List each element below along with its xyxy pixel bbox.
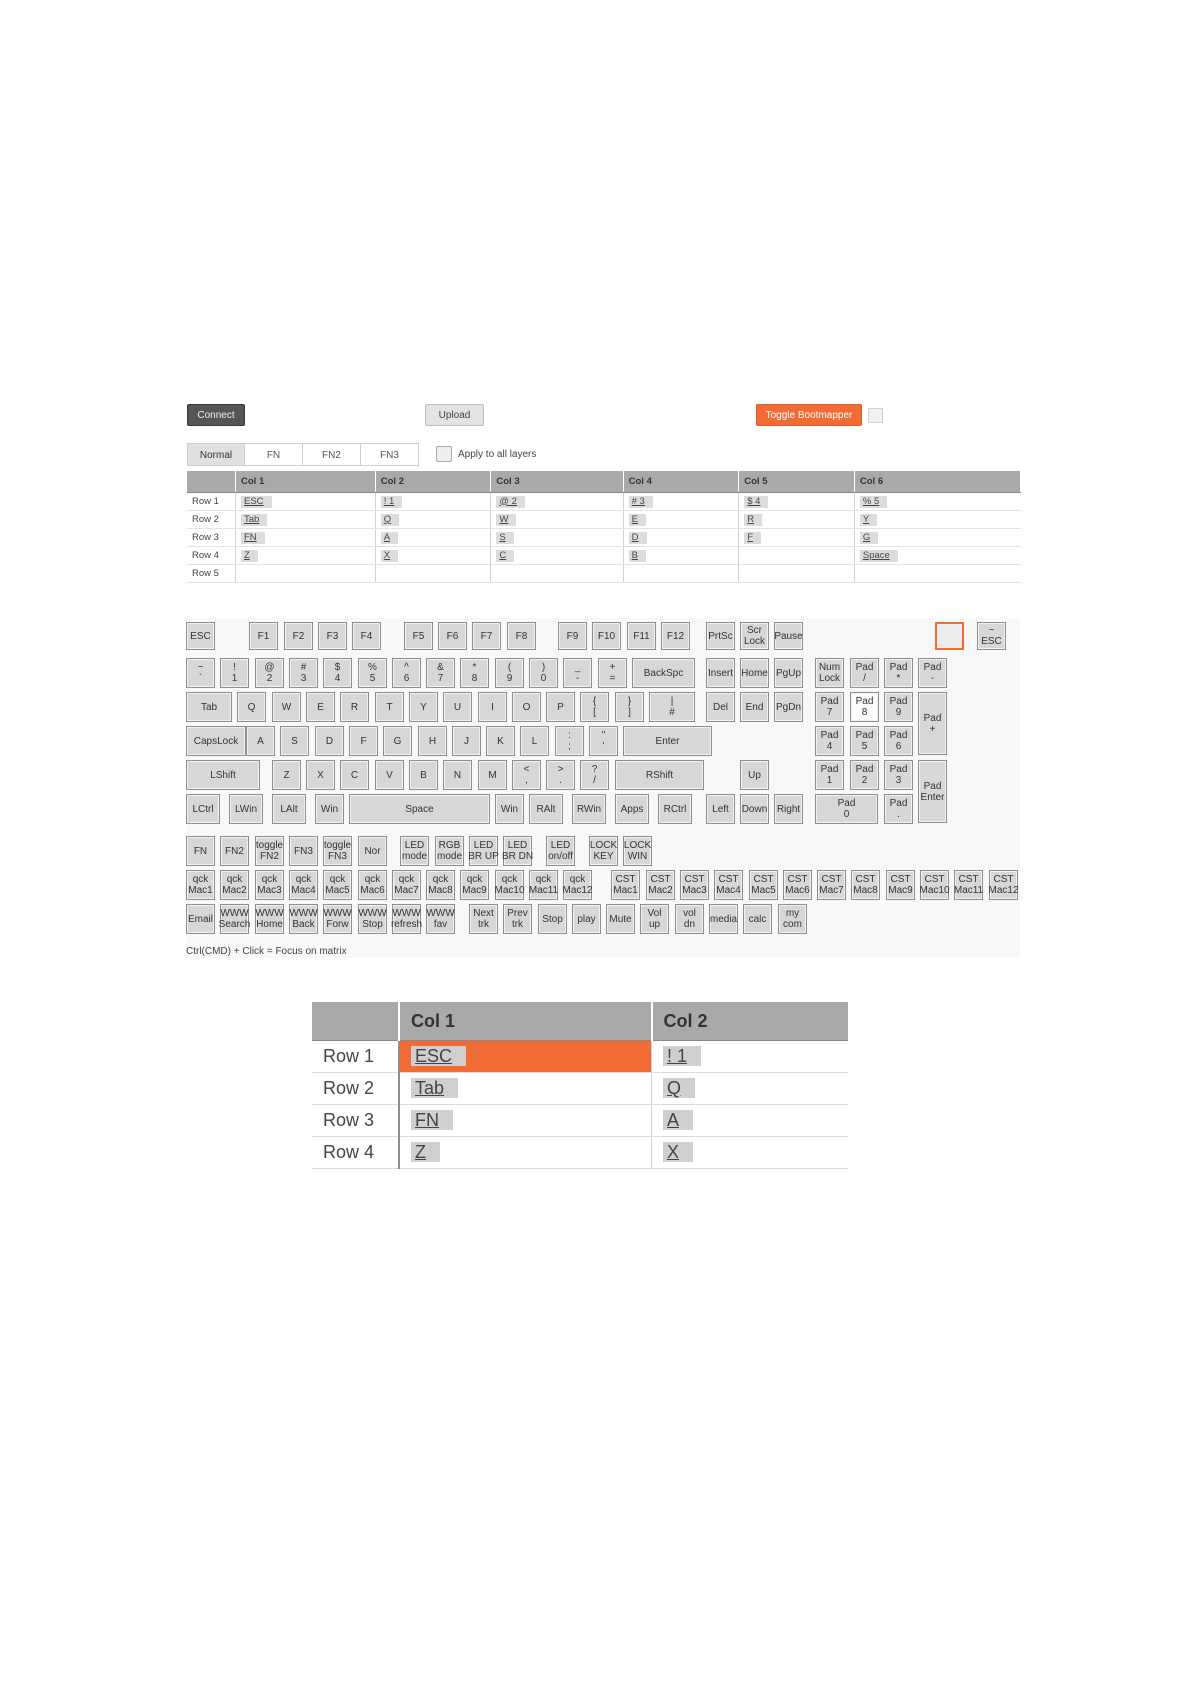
keyboard-key[interactable]: F8: [507, 622, 536, 650]
upload-button[interactable]: Upload: [425, 404, 484, 426]
keyboard-key[interactable]: F4: [352, 622, 381, 650]
keyboard-key[interactable]: WWW Forw: [323, 904, 352, 934]
bootmapper-checkbox[interactable]: [868, 408, 883, 423]
matrix-cell[interactable]: [491, 547, 623, 565]
keyboard-key[interactable]: qck Mac2: [220, 870, 249, 900]
zoom-cell[interactable]: [652, 1137, 849, 1169]
matrix-row-label: Row 3: [187, 529, 236, 547]
keyboard-key[interactable]: RAlt: [529, 794, 563, 824]
keyboard-key[interactable]: ~ `: [186, 658, 215, 688]
keyboard-key[interactable]: Pause: [774, 622, 803, 650]
zoom-cell-key: Z: [411, 1142, 440, 1162]
keyboard-key[interactable]: * 8: [460, 658, 489, 688]
keyboard-key[interactable]: my com: [778, 904, 807, 934]
keyboard-key[interactable]: CST Mac10: [920, 870, 949, 900]
keyboard-key[interactable]: RShift: [615, 760, 704, 790]
matrix-cell-key: FN: [241, 532, 265, 544]
keyboard-key[interactable]: F12: [661, 622, 690, 650]
keyboard-key[interactable]: U: [443, 692, 472, 722]
keyboard-key[interactable]: F11: [627, 622, 656, 650]
matrix-col-header: Col 5: [739, 471, 855, 493]
keyboard-key[interactable]: FN: [186, 836, 215, 866]
keyboard-key[interactable]: End: [740, 692, 769, 722]
keyboard-key[interactable]: WWW Home: [255, 904, 284, 934]
keyboard-key[interactable]: C: [340, 760, 369, 790]
zoom-cell[interactable]: [652, 1041, 849, 1073]
keyboard-key[interactable]: ( 9: [495, 658, 524, 688]
matrix-cell-key: B: [629, 550, 646, 562]
zoom-cell-key: Q: [663, 1078, 695, 1098]
keyboard-key[interactable]: Pad 7: [815, 692, 844, 722]
matrix-row: [187, 529, 1021, 547]
keyboard-key[interactable]: CST Mac3: [680, 870, 709, 900]
zoom-row: [312, 1105, 848, 1137]
zoom-cell[interactable]: [652, 1073, 849, 1105]
matrix-cell[interactable]: [623, 565, 739, 583]
matrix-cell-key: @ 2: [496, 496, 525, 508]
matrix-row-label: Row 1: [187, 493, 236, 511]
keyboard-key[interactable]: ) 0: [529, 658, 558, 688]
keyboard-key[interactable]: Pad .: [884, 794, 913, 824]
keyboard-key[interactable]: Home: [740, 658, 769, 688]
apply-all-layers-checkbox[interactable]: [436, 446, 452, 462]
keyboard-key[interactable]: Scr Lock: [740, 622, 769, 650]
keyboard-key[interactable]: Pad 6: [884, 726, 913, 756]
keyboard-key[interactable]: RGB mode: [435, 836, 464, 866]
keyboard-key[interactable]: Z: [272, 760, 301, 790]
keyboard-key[interactable]: B: [409, 760, 438, 790]
matrix-cell[interactable]: [623, 529, 739, 547]
matrix-row-label: Row 2: [187, 511, 236, 529]
keyboard-key[interactable]: F1: [249, 622, 278, 650]
keyboard-key[interactable]: LOCK KEY: [589, 836, 618, 866]
keyboard-key[interactable]: qck Mac8: [426, 870, 455, 900]
keyboard-key[interactable]: Space: [349, 794, 490, 824]
keyboard-key[interactable]: F: [349, 726, 378, 756]
matrix-cell[interactable]: [236, 565, 376, 583]
keyboard-key[interactable]: LED BR DN: [503, 836, 532, 866]
zoom-row-label: Row 3: [312, 1105, 399, 1137]
keyboard-key[interactable]: ! 1: [220, 658, 249, 688]
matrix-cell[interactable]: [491, 493, 623, 511]
keyboard-key[interactable]: Pad 9: [884, 692, 913, 722]
keyboard-key[interactable]: Insert: [706, 658, 735, 688]
keyboard-key[interactable]: > .: [546, 760, 575, 790]
keyboard-key[interactable]: qck Mac12: [563, 870, 592, 900]
keyboard-key[interactable]: WWW Stop: [358, 904, 387, 934]
matrix-cell[interactable]: [375, 529, 491, 547]
keyboard-key[interactable]: Num Lock: [815, 658, 844, 688]
key-matrix: [187, 471, 1021, 583]
matrix-cell-key: E: [629, 514, 646, 526]
keyboard-key[interactable]: play: [572, 904, 601, 934]
zoom-cell[interactable]: [399, 1041, 652, 1073]
zoom-cell-key: A: [663, 1110, 693, 1130]
keyboard-key[interactable]: FN3: [289, 836, 318, 866]
zoom-row-label: Row 2: [312, 1073, 399, 1105]
keyboard-key[interactable]: qck Mac1: [186, 870, 215, 900]
matrix-col-header: Col 1: [236, 471, 376, 493]
zoom-row-label: Row 1: [312, 1041, 399, 1073]
keyboard-hint: Ctrl(CMD) + Click = Focus on matrix: [186, 946, 347, 957]
matrix-cell[interactable]: [854, 529, 1020, 547]
matrix-cell-key: Q: [381, 514, 399, 526]
zoom-row: [312, 1041, 848, 1073]
keyboard-key[interactable]: F3: [318, 622, 347, 650]
keyboard-key[interactable]: toggle FN2: [255, 836, 284, 866]
matrix-cell-key: Space: [860, 550, 898, 562]
keyboard-key[interactable]: Vol up: [640, 904, 669, 934]
keyboard-key[interactable]: Q: [237, 692, 266, 722]
keyboard-key[interactable]: R: [340, 692, 369, 722]
keyboard-key[interactable]: Enter: [623, 726, 712, 756]
keyboard-key[interactable]: Up: [740, 760, 769, 790]
keyboard-key[interactable]: toggle FN3: [323, 836, 352, 866]
keyboard-key[interactable]: [935, 622, 964, 650]
keyboard-key[interactable]: PrtSc: [706, 622, 735, 650]
apply-all-layers-label: Apply to all layers: [458, 449, 537, 460]
keyboard-key[interactable]: Pad +: [918, 692, 947, 755]
keyboard-key[interactable]: calc: [743, 904, 772, 934]
matrix-cell-key: ESC: [241, 496, 272, 508]
zoom-cell[interactable]: [652, 1105, 849, 1137]
keyboard-key[interactable]: V: [375, 760, 404, 790]
keyboard-key[interactable]: qck Mac11: [529, 870, 558, 900]
zoom-row: [312, 1137, 848, 1169]
keyboard-key[interactable]: O: [512, 692, 541, 722]
matrix-cell[interactable]: [375, 511, 491, 529]
matrix-cell[interactable]: [623, 547, 739, 565]
matrix-cell[interactable]: [623, 493, 739, 511]
keyboard-key[interactable]: PgDn: [774, 692, 803, 722]
matrix-cell[interactable]: [491, 565, 623, 583]
matrix-cell[interactable]: [854, 493, 1020, 511]
keyboard-key[interactable]: Stop: [538, 904, 567, 934]
keyboard-key[interactable]: ~ ESC: [977, 622, 1006, 650]
keyboard-key[interactable]: Win: [315, 794, 344, 824]
matrix-cell-key: ! 1: [381, 496, 403, 508]
keyboard-key[interactable]: Right: [774, 794, 803, 824]
zoom-corner: [312, 1002, 399, 1041]
keyboard-key[interactable]: ^ 6: [392, 658, 421, 688]
keyboard-key[interactable]: + =: [598, 658, 627, 688]
keyboard-key[interactable]: D: [315, 726, 344, 756]
layer-tabs: [187, 443, 419, 466]
zoom-cell[interactable]: [399, 1137, 652, 1169]
matrix-cell-key: W: [496, 514, 516, 526]
keyboard-key[interactable]: ? /: [580, 760, 609, 790]
matrix-cell[interactable]: [491, 529, 623, 547]
matrix-cell[interactable]: [491, 511, 623, 529]
matrix-cell[interactable]: [236, 493, 376, 511]
matrix-cell[interactable]: [375, 547, 491, 565]
keyboard-key[interactable]: K: [486, 726, 515, 756]
keyboard-key[interactable]: F2: [284, 622, 313, 650]
keyboard-key[interactable]: F9: [558, 622, 587, 650]
keyboard-key[interactable]: Pad 0: [815, 794, 878, 824]
keyboard-key[interactable]: LAlt: [272, 794, 306, 824]
keyboard-key[interactable]: LWin: [229, 794, 263, 824]
keyboard-key[interactable]: Pad 2: [850, 760, 879, 790]
keyboard-key[interactable]: A: [246, 726, 275, 756]
keyboard-layout: [186, 618, 1020, 958]
zoom-cell[interactable]: [399, 1105, 652, 1137]
keyboard-key[interactable]: } ]: [615, 692, 644, 722]
keyboard-key[interactable]: Pad 4: [815, 726, 844, 756]
keyboard-key[interactable]: < ,: [512, 760, 541, 790]
matrix-cell-key: Z: [241, 550, 258, 562]
keyboard-key[interactable]: Win: [495, 794, 524, 824]
keyboard-key[interactable]: Prev trk: [503, 904, 532, 934]
matrix-row: [187, 511, 1021, 529]
matrix-header-row: [187, 471, 1021, 493]
keyboard-key[interactable]: P: [546, 692, 575, 722]
keyboard-key[interactable]: media: [709, 904, 738, 934]
matrix-row: [187, 565, 1021, 583]
keyboard-key[interactable]: E: [306, 692, 335, 722]
keyboard-key[interactable]: Pad *: [884, 658, 913, 688]
keyboard-key[interactable]: qck Mac4: [289, 870, 318, 900]
tab-fn2[interactable]: FN2: [303, 443, 361, 466]
matrix-col-header: Col 2: [375, 471, 491, 493]
zoom-cell-key: X: [663, 1142, 693, 1162]
matrix-cell[interactable]: [623, 511, 739, 529]
matrix-cell-key: C: [496, 550, 514, 562]
keyboard-key[interactable]: CST Mac2: [646, 870, 675, 900]
matrix-cell[interactable]: [236, 511, 376, 529]
keyboard-key[interactable]: N: [443, 760, 472, 790]
matrix-cell-key: G: [860, 532, 878, 544]
keyboard-key[interactable]: CapsLock: [186, 726, 246, 756]
keyboard-key[interactable]: CST Mac4: [714, 870, 743, 900]
keyboard-key[interactable]: Email: [186, 904, 215, 934]
keyboard-key[interactable]: % 5: [358, 658, 387, 688]
keyboard-key[interactable]: WWW refresh: [392, 904, 421, 934]
matrix-cell[interactable]: [375, 493, 491, 511]
matrix-cell-key: X: [381, 550, 398, 562]
matrix-cell-key: Y: [860, 514, 877, 526]
zoom-cell-key: Tab: [411, 1078, 458, 1098]
keyboard-key[interactable]: I: [478, 692, 507, 722]
matrix-cell[interactable]: [739, 529, 855, 547]
toggle-bootmapper-button[interactable]: Toggle Bootmapper: [756, 404, 862, 426]
matrix-cell-key: $ 4: [744, 496, 768, 508]
keyboard-key[interactable]: CST Mac5: [749, 870, 778, 900]
keyboard-key[interactable]: FN2: [220, 836, 249, 866]
keyboard-key[interactable]: LOCK WIN: [623, 836, 652, 866]
keyboard-key[interactable]: F5: [404, 622, 433, 650]
keyboard-key[interactable]: Pad 3: [884, 760, 913, 790]
keyboard-key[interactable]: Pad -: [918, 658, 947, 688]
matrix-cell[interactable]: [739, 565, 855, 583]
keyboard-key[interactable]: _ -: [563, 658, 592, 688]
zoom-cell-key: ! 1: [663, 1046, 701, 1066]
keyboard-key[interactable]: BackSpc: [632, 658, 695, 688]
matrix-cell-key: D: [629, 532, 647, 544]
keyboard-key[interactable]: F10: [592, 622, 621, 650]
zoom-cell-key: ESC: [411, 1046, 466, 1066]
keyboard-key[interactable]: M: [478, 760, 507, 790]
keyboard-key[interactable]: qck Mac10: [495, 870, 524, 900]
zoom-cell-key: FN: [411, 1110, 453, 1130]
keyboard-key[interactable]: WWW Search: [220, 904, 249, 934]
keyboard-key[interactable]: Pad /: [850, 658, 879, 688]
keyboard-key[interactable]: CST Mac11: [954, 870, 983, 900]
keyboard-key[interactable]: S: [280, 726, 309, 756]
keyboard-key[interactable]: qck Mac9: [460, 870, 489, 900]
keyboard-key[interactable]: PgUp: [774, 658, 803, 688]
keyboard-key[interactable]: qck Mac7: [392, 870, 421, 900]
keyboard-key[interactable]: LShift: [186, 760, 260, 790]
zoom-row: [312, 1073, 848, 1105]
matrix-cell[interactable]: [739, 493, 855, 511]
keyboard-key[interactable]: CST Mac1: [611, 870, 640, 900]
keyboard-key[interactable]: Next trk: [469, 904, 498, 934]
keyboard-key[interactable]: CST Mac7: [817, 870, 846, 900]
matrix-cell[interactable]: [236, 529, 376, 547]
keyboard-key[interactable]: F7: [472, 622, 501, 650]
matrix-cell[interactable]: [236, 547, 376, 565]
keyboard-key[interactable]: Apps: [615, 794, 649, 824]
keyboard-key[interactable]: RWin: [572, 794, 606, 824]
keyboard-key[interactable]: H: [418, 726, 447, 756]
matrix-cell[interactable]: [854, 565, 1020, 583]
matrix-cell-key: R: [744, 514, 762, 526]
keyboard-key[interactable]: # 3: [289, 658, 318, 688]
keyboard-key[interactable]: $ 4: [323, 658, 352, 688]
matrix-cell-key: Tab: [241, 514, 267, 526]
keyboard-key[interactable]: : ;: [555, 726, 584, 756]
keyboard-key[interactable]: LED mode: [400, 836, 429, 866]
keyboard-key[interactable]: CST Mac9: [886, 870, 915, 900]
keyboard-key[interactable]: Del: [706, 692, 735, 722]
matrix-cell[interactable]: [854, 547, 1020, 565]
tab-normal[interactable]: Normal: [187, 443, 245, 466]
keyboard-key[interactable]: " ': [589, 726, 618, 756]
matrix-row-label: Row 5: [187, 565, 236, 583]
keyboard-key[interactable]: Pad 1: [815, 760, 844, 790]
keyboard-key[interactable]: G: [383, 726, 412, 756]
keyboard-key[interactable]: Left: [706, 794, 735, 824]
zoom-col-header: Col 1: [399, 1002, 652, 1041]
keyboard-key[interactable]: Pad 5: [850, 726, 879, 756]
keyboard-key[interactable]: { [: [580, 692, 609, 722]
keyboard-key[interactable]: Pad 8: [850, 692, 879, 722]
keyboard-key[interactable]: Mute: [606, 904, 635, 934]
matrix-row-label: Row 4: [187, 547, 236, 565]
zoom-row-label: Row 4: [312, 1137, 399, 1169]
keyboard-key[interactable]: W: [272, 692, 301, 722]
matrix-col-header: Col 3: [491, 471, 623, 493]
keyboard-key[interactable]: Pad Enter: [918, 760, 947, 823]
keyboard-key[interactable]: Y: [409, 692, 438, 722]
keyboard-key[interactable]: ESC: [186, 622, 215, 650]
zoom-header-row: [312, 1002, 848, 1041]
tab-fn3[interactable]: FN3: [361, 443, 419, 466]
matrix-cell-key: A: [381, 532, 398, 544]
connect-button[interactable]: Connect: [187, 404, 245, 426]
keyboard-key[interactable]: LED BR UP: [469, 836, 498, 866]
keyboard-key[interactable]: WWW Back: [289, 904, 318, 934]
keyboard-key[interactable]: X: [306, 760, 335, 790]
keyboard-key[interactable]: Down: [740, 794, 769, 824]
matrix-cell[interactable]: [739, 511, 855, 529]
matrix-row: [187, 493, 1021, 511]
keyboard-key[interactable]: qck Mac6: [358, 870, 387, 900]
zoomed-key-matrix: [312, 1002, 848, 1169]
matrix-corner: [187, 471, 236, 493]
keyboard-key[interactable]: @ 2: [255, 658, 284, 688]
keyboard-key[interactable]: F6: [438, 622, 467, 650]
keyboard-key[interactable]: RCtrl: [658, 794, 692, 824]
matrix-cell-key: F: [744, 532, 761, 544]
zoom-col-header: Col 2: [652, 1002, 849, 1041]
matrix-cell-key: # 3: [629, 496, 653, 508]
matrix-cell[interactable]: [854, 511, 1020, 529]
matrix-col-header: Col 6: [854, 471, 1020, 493]
keyboard-key[interactable]: | #: [649, 692, 695, 722]
keyboard-key[interactable]: J: [452, 726, 481, 756]
keyboard-key[interactable]: & 7: [426, 658, 455, 688]
keyboard-key[interactable]: vol dn: [675, 904, 704, 934]
matrix-cell-key: % 5: [860, 496, 887, 508]
keyboard-key[interactable]: LED on/off: [546, 836, 575, 866]
tab-fn[interactable]: FN: [245, 443, 303, 466]
keyboard-key[interactable]: qck Mac5: [323, 870, 352, 900]
keyboard-key[interactable]: CST Mac12: [989, 870, 1018, 900]
keyboard-key[interactable]: Tab: [186, 692, 232, 722]
keyboard-key[interactable]: Nor: [358, 836, 387, 866]
matrix-cell-key: S: [496, 532, 513, 544]
matrix-row: [187, 547, 1021, 565]
matrix-cell[interactable]: [739, 547, 855, 565]
matrix-col-header: Col 4: [623, 471, 739, 493]
keyboard-key[interactable]: CST Mac6: [783, 870, 812, 900]
keyboard-key[interactable]: CST Mac8: [851, 870, 880, 900]
keyboard-key[interactable]: T: [375, 692, 404, 722]
matrix-cell[interactable]: [375, 565, 491, 583]
keyboard-key[interactable]: LCtrl: [186, 794, 220, 824]
keyboard-key[interactable]: WWW fav: [426, 904, 455, 934]
zoom-cell[interactable]: [399, 1073, 652, 1105]
keyboard-key[interactable]: qck Mac3: [255, 870, 284, 900]
keyboard-key[interactable]: L: [520, 726, 549, 756]
